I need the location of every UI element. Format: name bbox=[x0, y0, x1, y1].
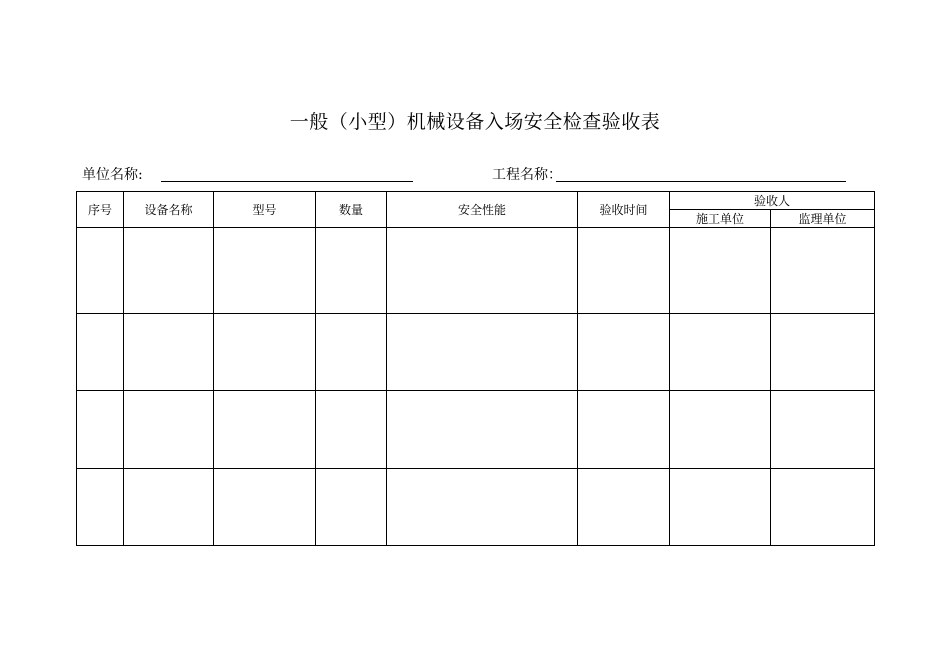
table-cell[interactable] bbox=[316, 314, 387, 391]
header-model: 型号 bbox=[214, 192, 316, 228]
header-safety-performance: 安全性能 bbox=[387, 192, 578, 228]
table-cell[interactable] bbox=[387, 228, 578, 314]
table-cell[interactable] bbox=[771, 469, 875, 546]
table-cell[interactable] bbox=[771, 391, 875, 469]
unit-name-field[interactable] bbox=[161, 181, 413, 182]
table-cell[interactable] bbox=[387, 469, 578, 546]
table-cell[interactable] bbox=[77, 228, 124, 314]
table-cell[interactable] bbox=[124, 469, 214, 546]
table-cell[interactable] bbox=[578, 469, 670, 546]
table-cell[interactable] bbox=[387, 391, 578, 469]
table-cell[interactable] bbox=[77, 314, 124, 391]
header-supervision-unit: 监理单位 bbox=[771, 210, 875, 228]
header-seq: 序号 bbox=[77, 192, 124, 228]
table-row bbox=[77, 469, 875, 546]
table-cell[interactable] bbox=[214, 391, 316, 469]
table-cell[interactable] bbox=[124, 228, 214, 314]
table-cell[interactable] bbox=[214, 228, 316, 314]
table-cell[interactable] bbox=[578, 314, 670, 391]
table-cell[interactable] bbox=[316, 228, 387, 314]
table-cell[interactable] bbox=[578, 391, 670, 469]
table-cell[interactable] bbox=[77, 469, 124, 546]
table-cell[interactable] bbox=[771, 314, 875, 391]
header-equipment-name: 设备名称 bbox=[124, 192, 214, 228]
unit-name-label: 单位名称: bbox=[82, 167, 143, 183]
table-cell[interactable] bbox=[771, 228, 875, 314]
project-name-field[interactable] bbox=[556, 181, 846, 182]
table-cell[interactable] bbox=[316, 391, 387, 469]
project-name-label: 工程名称： bbox=[492, 167, 562, 183]
table-cell[interactable] bbox=[670, 314, 771, 391]
table-cell[interactable] bbox=[316, 469, 387, 546]
table-cell[interactable] bbox=[578, 228, 670, 314]
table-cell[interactable] bbox=[214, 469, 316, 546]
table-cell[interactable] bbox=[77, 391, 124, 469]
table-row bbox=[77, 314, 875, 391]
table-row bbox=[77, 228, 875, 314]
header-construction-unit: 施工单位 bbox=[670, 210, 771, 228]
form-title: 一般（小型）机械设备入场安全检查验收表 bbox=[289, 111, 661, 133]
inspection-table bbox=[76, 191, 875, 546]
header-quantity: 数量 bbox=[316, 192, 387, 228]
header-acceptance-time: 验收时间 bbox=[578, 192, 670, 228]
table-cell[interactable] bbox=[670, 228, 771, 314]
table-row bbox=[77, 391, 875, 469]
table-cell[interactable] bbox=[214, 314, 316, 391]
table-cell[interactable] bbox=[670, 391, 771, 469]
table-cell[interactable] bbox=[387, 314, 578, 391]
table-cell[interactable] bbox=[670, 469, 771, 546]
table-cell[interactable] bbox=[124, 391, 214, 469]
table-cell[interactable] bbox=[124, 314, 214, 391]
header-acceptor: 验收人 bbox=[670, 192, 875, 210]
